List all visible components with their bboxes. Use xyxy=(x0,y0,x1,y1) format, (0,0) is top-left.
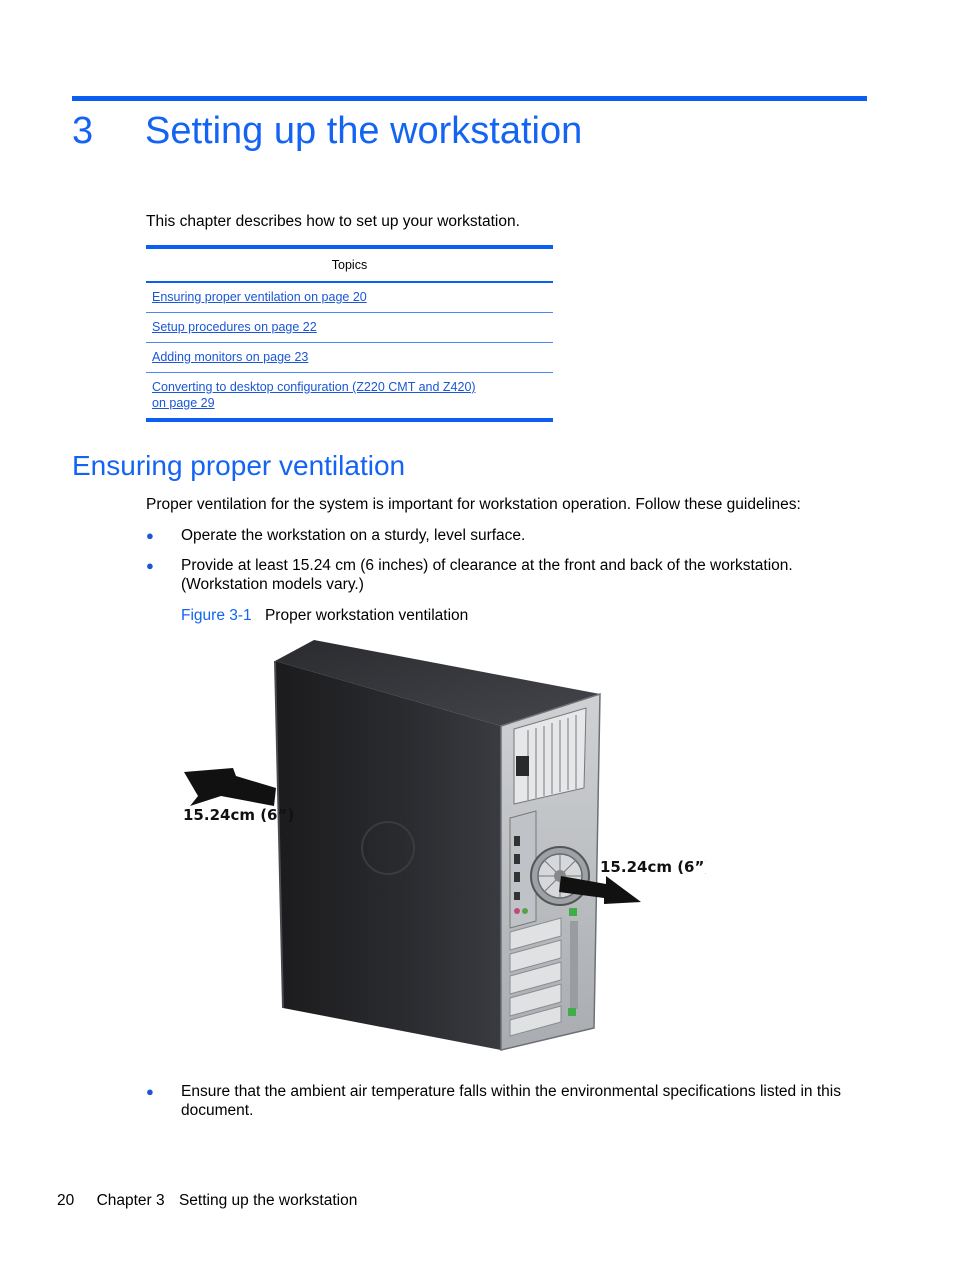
figure-caption-text: Proper workstation ventilation xyxy=(264,607,469,624)
figure-label: Figure 3-1 xyxy=(181,607,252,624)
chapter-title: Setting up the workstation xyxy=(145,110,583,152)
topic-link-adding-monitors[interactable]: Adding monitors on page 23 xyxy=(152,350,309,364)
front-clearance-label: 15.24cm (6”) xyxy=(183,806,295,824)
topics-table xyxy=(146,245,553,422)
topic-link-ventilation[interactable]: Ensuring proper ventilation on page 20 xyxy=(152,290,367,304)
expansion-slots xyxy=(510,918,561,1036)
workstation-illustration xyxy=(176,636,706,1056)
bullet-icon: ● xyxy=(146,528,154,543)
topic-link-line: on page 29 xyxy=(152,396,215,410)
chapter-intro: This chapter describes how to set up your workstation. xyxy=(146,213,520,230)
chapter-rule xyxy=(72,96,867,101)
chapter-heading xyxy=(72,104,582,158)
bullet-text-line: Ensure that the ambient air temperature falls within the environmental specifications listed in this xyxy=(181,1083,841,1100)
section-heading: Ensuring proper ventilation xyxy=(72,450,406,481)
topics-row xyxy=(146,283,553,313)
topics-row xyxy=(146,313,553,343)
bullet-text xyxy=(181,556,871,594)
bullet-text-line: Provide at least 15.24 cm (6 inches) of clearance at the front and back of the workstation. xyxy=(181,557,793,574)
power-socket-icon xyxy=(516,756,529,776)
page-number: 20 xyxy=(57,1192,75,1209)
topics-header: Topics xyxy=(146,249,553,283)
case-side-panel xyxy=(275,661,501,1050)
chapter-number: 3 xyxy=(72,110,94,152)
rear-clearance-label: 15.24cm (6”) xyxy=(600,858,706,876)
footer-chapter-title: Setting up the workstation xyxy=(178,1192,358,1209)
figure-caption xyxy=(181,606,468,626)
section-intro: Proper ventilation for the system is important for workstation operation. Follow these guidelines: xyxy=(146,496,801,513)
bullet-text: Operate the workstation on a sturdy, level surface. xyxy=(181,527,526,544)
bullet-text xyxy=(181,1082,871,1120)
topics-row xyxy=(146,373,553,418)
topic-link-desktop-conversion[interactable] xyxy=(152,379,547,411)
topic-link-line: Converting to desktop configuration (Z220 CMT and Z420) xyxy=(152,380,476,394)
topic-link-setup-procedures[interactable]: Setup procedures on page 22 xyxy=(152,320,317,334)
front-airflow-arrow xyxy=(184,768,276,806)
page-footer xyxy=(57,1191,357,1211)
bullet-text-line: document. xyxy=(181,1102,254,1119)
topics-row xyxy=(146,343,553,373)
footer-chapter: Chapter 3 xyxy=(96,1192,165,1209)
bullet-icon: ● xyxy=(146,1084,154,1099)
bullet-text-line: (Workstation models vary.) xyxy=(181,576,364,593)
bullet-icon: ● xyxy=(146,558,154,573)
ventilation-figure xyxy=(176,636,706,1056)
